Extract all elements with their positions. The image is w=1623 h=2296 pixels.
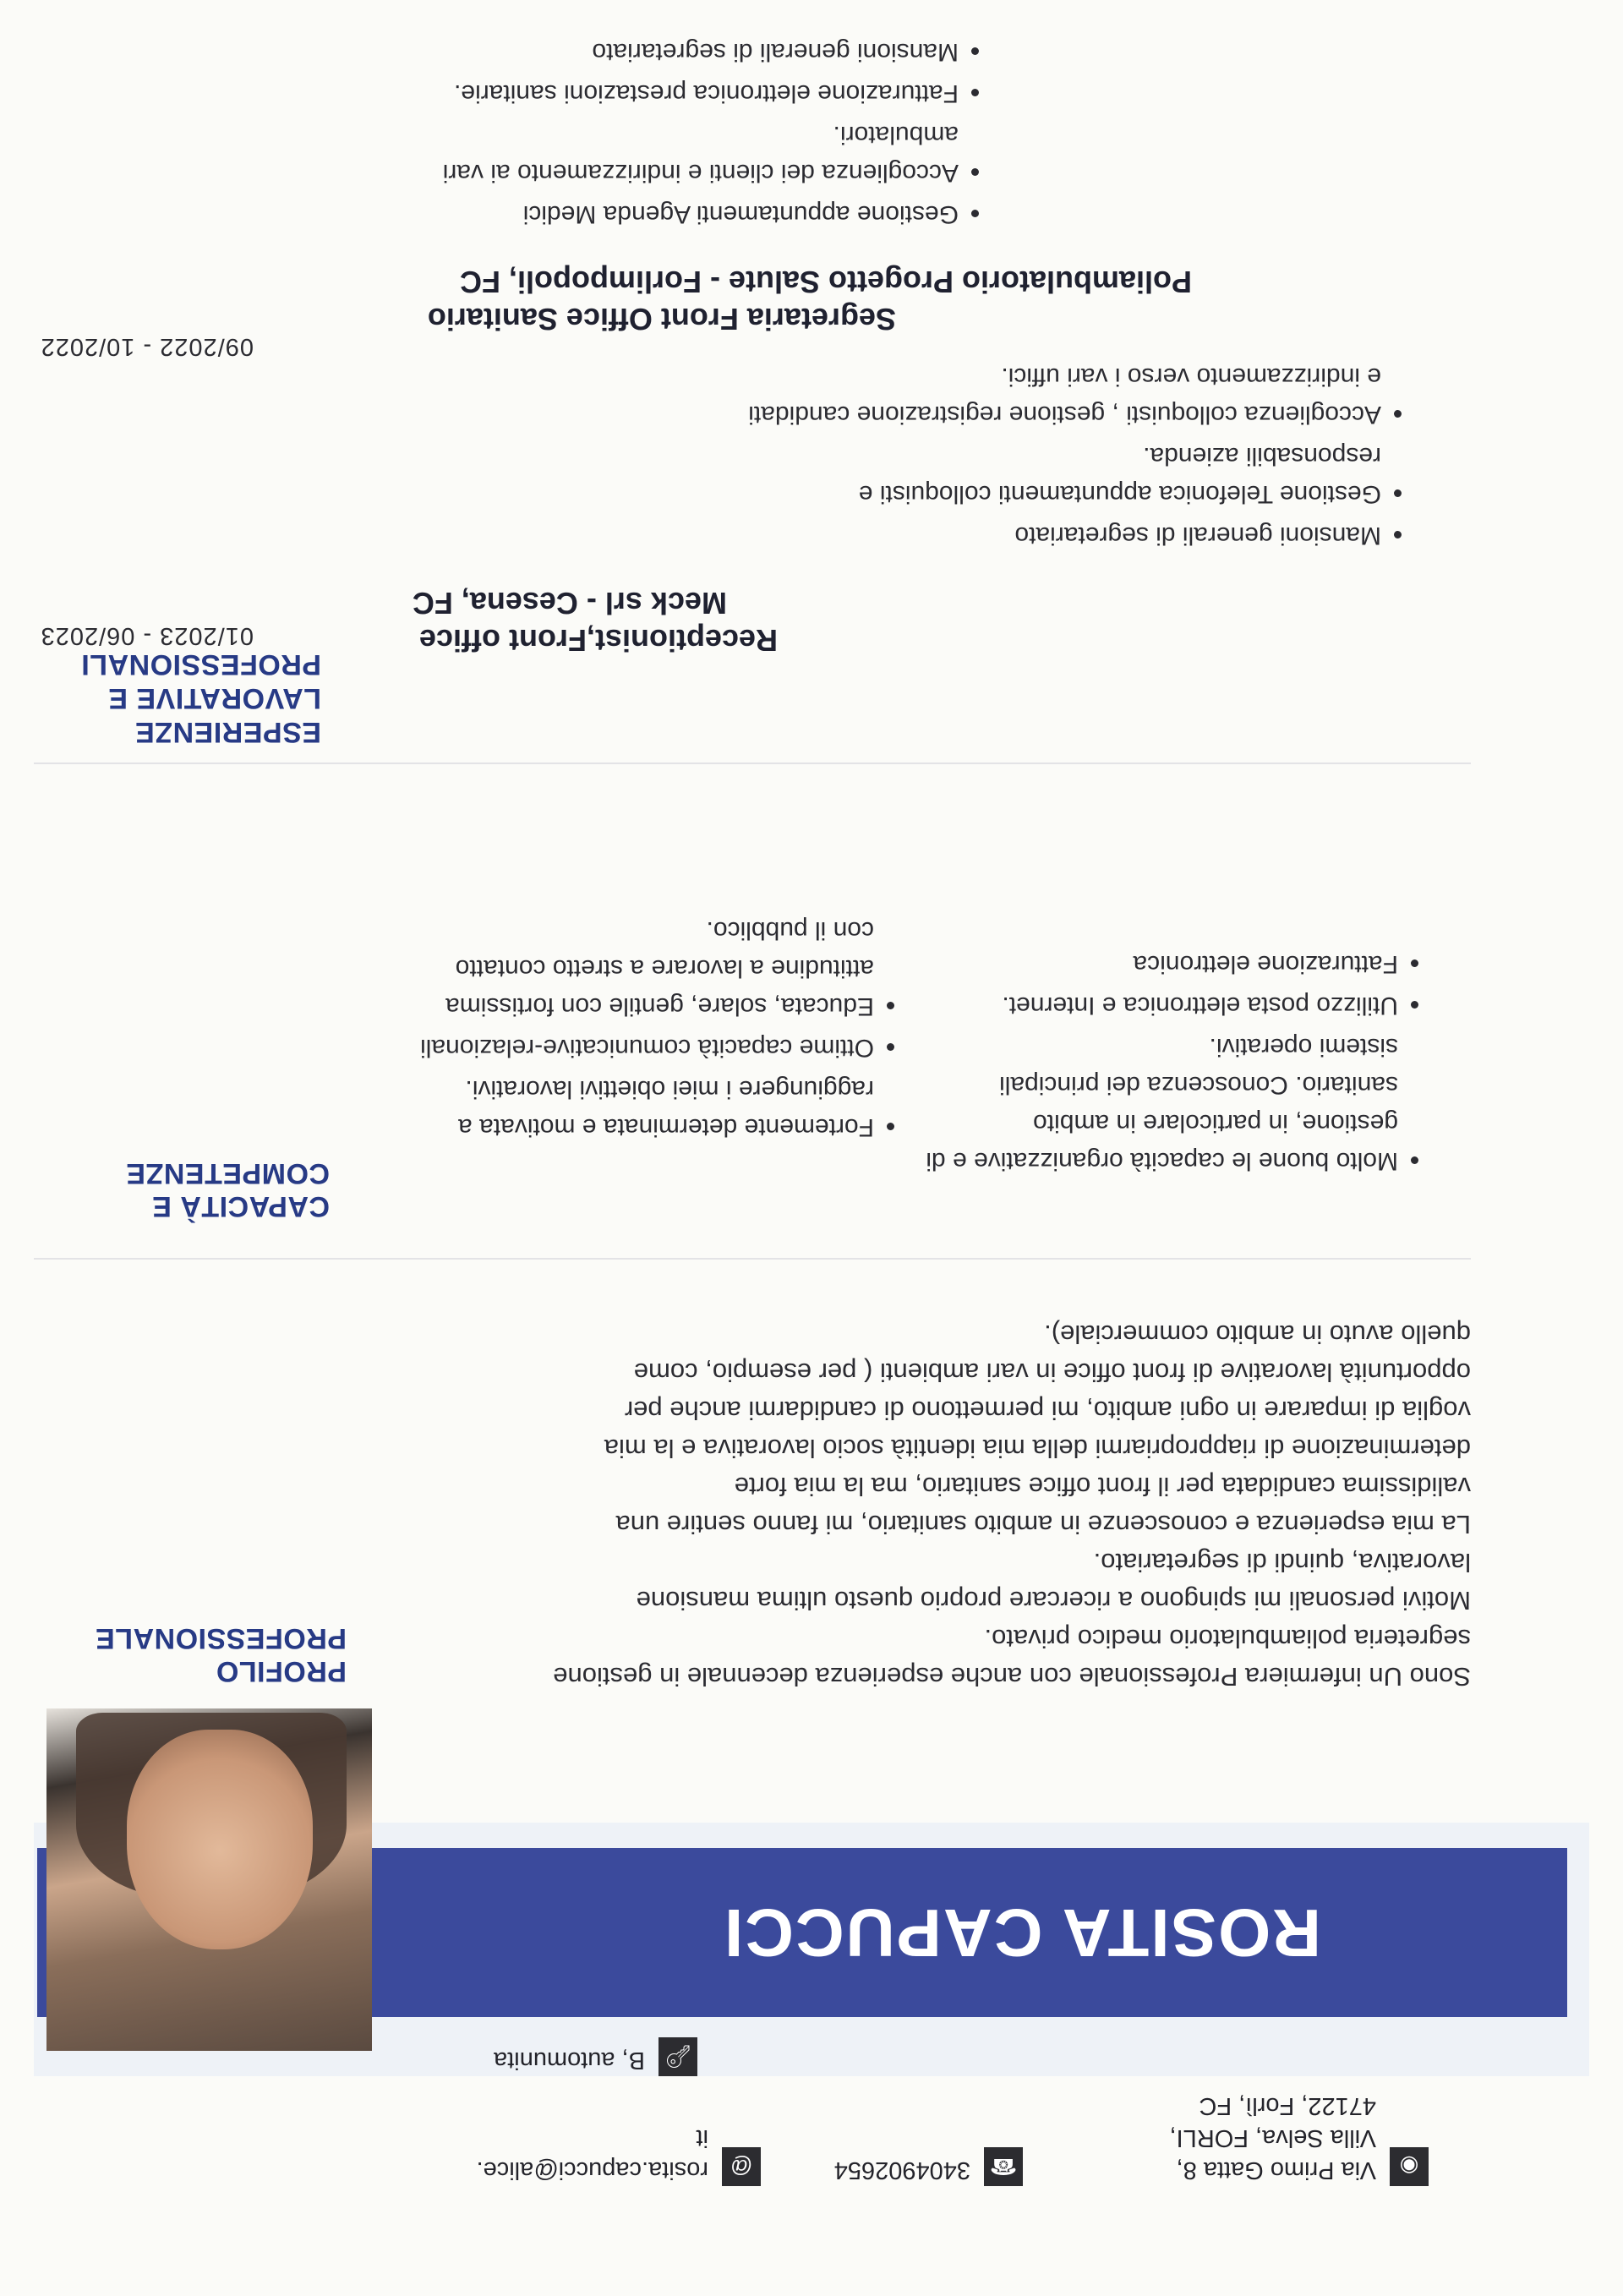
candidate-name: ROSITA CAPUCCI [723, 1895, 1321, 1971]
profile-line: validissima candidata per il front office sanitario, ma la mia forte [734, 1472, 1471, 1501]
skill-item: • Ottime capacità comunicative-relazionali [418, 1029, 874, 1067]
license-text: B, automunita [494, 2047, 645, 2074]
skill-item: • Utilizzo posta elettronica e Internet. [925, 987, 1398, 1025]
skills-section-label: CAPACITÀ E COMPETENZE [125, 1157, 330, 1222]
skills-right-list [925, 942, 1420, 1180]
job-2-task: • Mansioni generali di segretariato [316, 33, 959, 71]
job-1-title: Receptionist,Front office [418, 623, 778, 658]
job-2-company: Poliambulatorio Progetto Salute - Forlimpopoli, FC [459, 265, 1192, 299]
address-text [1170, 2090, 1376, 2186]
license-contact [494, 2037, 697, 2076]
location-pin-icon: ◉ [1390, 2147, 1429, 2186]
experience-label-line1: ESPERIENZE LAVORATIVE E [107, 682, 321, 748]
email-text [477, 2122, 708, 2186]
profile-line: Motivi personali mi spingono a ricercare proprio questo ultima mansione [636, 1586, 1471, 1615]
experience-label-line2: PROFESSIONALI [80, 648, 321, 681]
profile-photo [46, 1708, 372, 2051]
address-line3: 47122, Forlì, FC [1199, 2092, 1376, 2119]
address-contact [1170, 2090, 1429, 2186]
skill-item: • Fortemente determinata e motivata a raggiungere i miei obiettivi lavorativi. [418, 1070, 874, 1146]
job-2-task: • Gestione appuntamenti Agenda Medici [316, 195, 959, 233]
experience-section-label [0, 648, 321, 749]
job-2-task: • Fatturazione elettronica prestazioni sanitarie. [316, 74, 959, 112]
profile-line: segreteria poliambulatorio medico privato. [984, 1624, 1471, 1654]
phone-icon: ☎︎ [984, 2147, 1023, 2186]
address-line2: Villa Selva, FORLI, [1169, 2124, 1376, 2151]
email-line1: rosita.capucci@alice. [476, 2157, 708, 2184]
at-sign-icon: @ [722, 2147, 761, 2186]
profile-line: La mia esperienza e conoscenze in ambito sanitario, mi fanno sentire una [615, 1510, 1471, 1539]
job-2-tasks [316, 30, 981, 233]
profile-line: determinazione di riappropriarmi della mia identità socio lavorativa e la mia [604, 1434, 1471, 1463]
job-1-task: • Gestione Telefonica appuntamenti colloquisti e responsabili azienda. [739, 437, 1381, 513]
profile-section-label: PROFILO PROFESSIONALE [95, 1622, 347, 1687]
skill-item: • Fatturazione elettronica [925, 945, 1398, 983]
address-line1: Via Primo Gatta 8, [1176, 2157, 1376, 2184]
job-1-tasks [739, 354, 1403, 555]
job-1-company: Meck srl - Cesena, FC [412, 586, 727, 620]
job-1-period: 01/2023 - 06/2023 [40, 622, 254, 649]
profile-line: lavorativa, quindi di segretariato. [1093, 1548, 1471, 1577]
profile-text [372, 1315, 1471, 1696]
job-2-period: 09/2022 - 10/2022 [40, 333, 254, 360]
profile-line: opportunità lavorative di front office in vari ambienti ( per esempio, come [633, 1358, 1471, 1387]
skills-left-list [418, 908, 896, 1146]
section-divider [34, 1258, 1471, 1260]
skill-item: • Educata, solare, gentile con fortissima attitudine a lavorare a stretto contatto con il pubblico. [418, 911, 874, 1025]
email-contact [477, 2122, 761, 2186]
skill-item: • Molto buone le capacità organizzative e di gestione, in particolare in ambito sanitario. Conoscenza dei principali sistemi operativi. [925, 1028, 1398, 1180]
profile-line: voglia di imparare in ogni ambito, mi permettono di candidarmi anche per [624, 1396, 1471, 1425]
job-1-task: • Accoglienza colloquisti , gestione registrazione candidati e indirizzamento verso i vari uffici. [739, 358, 1381, 434]
job-2-task: • Accoglienza dei clienti e indirizzamento ai vari ambulatori. [316, 116, 959, 192]
job-2-title: Segretaria Front Office Sanitario [427, 302, 896, 336]
job-1-task: • Mansioni generali di segretariato [739, 517, 1381, 555]
photo-face [127, 1730, 313, 1949]
profile-line: Sono Un infermiera Professionale con anche esperienza decennale in gestione [553, 1662, 1471, 1692]
profile-line: quello avuto in ambito commerciale). [1044, 1320, 1471, 1349]
email-line2: it [696, 2124, 708, 2151]
phone-contact [834, 2147, 1023, 2186]
phone-text: 3404902654 [833, 2157, 970, 2184]
car-key-icon: 🔑︎ [658, 2037, 697, 2076]
section-divider [34, 763, 1471, 764]
